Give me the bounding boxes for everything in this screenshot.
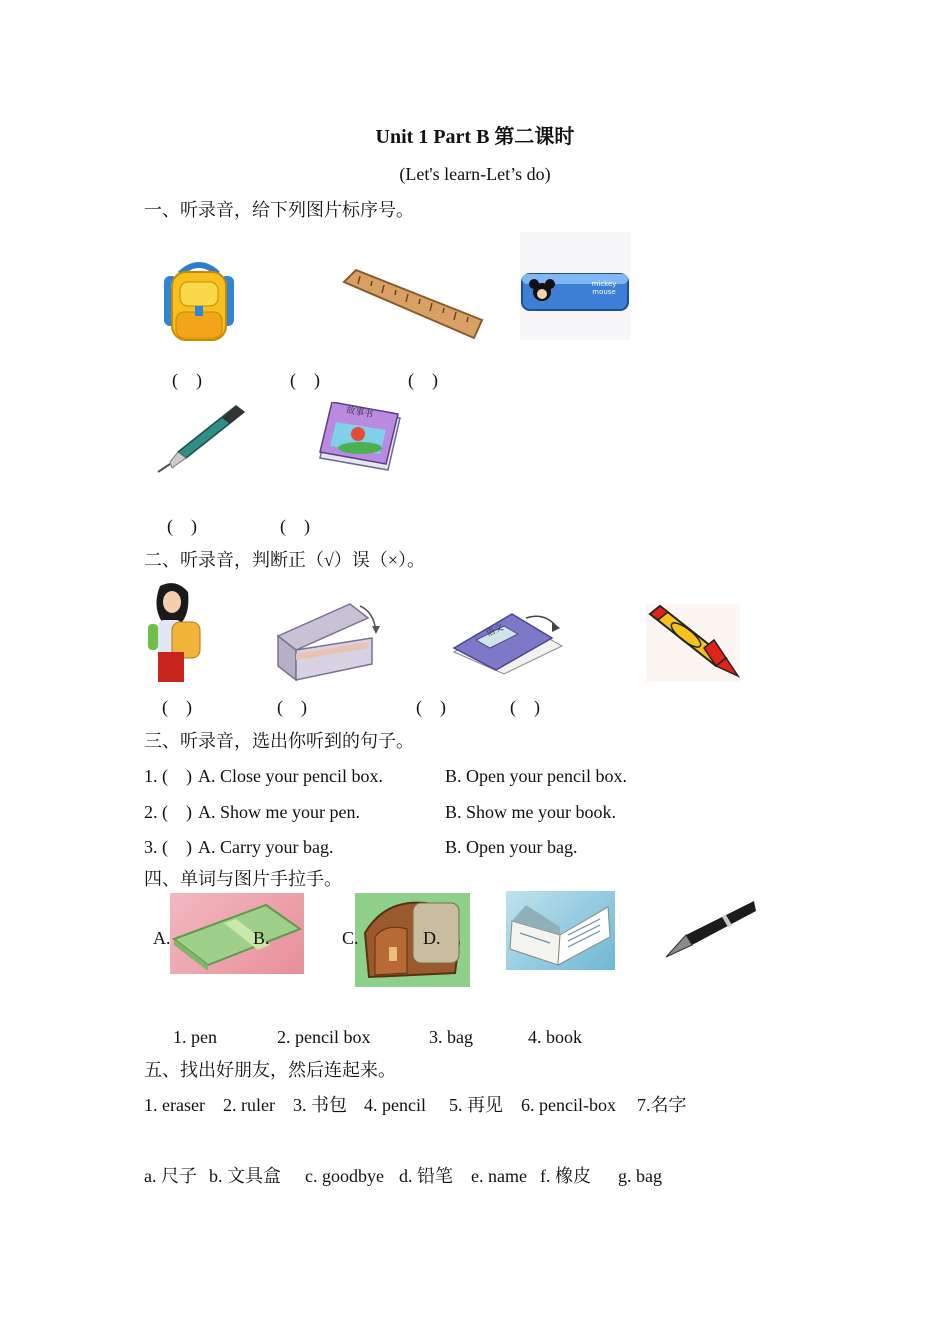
word-item: c. goodbye — [305, 1166, 384, 1186]
word-item: g. bag — [618, 1166, 662, 1186]
word-item: e. name — [471, 1166, 527, 1186]
storybook-icon — [316, 402, 402, 476]
section4-heading: 四、单词与图片手拉手。 — [144, 869, 342, 889]
word-item: 4. pencil — [364, 1095, 426, 1115]
question-number[interactable]: 3. ( ) — [144, 837, 192, 857]
question-number[interactable]: 2. ( ) — [144, 802, 192, 822]
word-item: 3. 书包 — [293, 1095, 347, 1115]
pencil-box-brand-text: mickey mouse — [591, 280, 617, 296]
word-item: b. 文具盒 — [209, 1166, 281, 1186]
answer-blank[interactable]: ( ) — [167, 516, 197, 536]
book-cover-text: 语文 — [484, 622, 506, 640]
match-letter: D. — [423, 928, 441, 948]
word-item: 5. 再见 — [449, 1095, 503, 1115]
section5-heading: 五、找出好朋友，然后连起来。 — [144, 1060, 396, 1080]
pencil-box-icon — [170, 893, 304, 974]
answer-blank[interactable]: ( ) — [510, 697, 540, 717]
match-letter: B. — [253, 928, 270, 948]
word-item: d. 铅笔 — [399, 1166, 453, 1186]
match-word: 1. pen — [173, 1027, 217, 1047]
storybook-cover-text: 故事书 — [345, 405, 374, 421]
match-word: 2. pencil box — [277, 1027, 371, 1047]
section2-heading: 二、听录音，判断正（√）误（×）。 — [144, 550, 426, 570]
answer-blank[interactable]: ( ) — [416, 697, 446, 717]
section3-heading: 三、听录音，选出你听到的句子。 — [144, 731, 414, 751]
option-b: B. Open your bag. — [445, 837, 578, 857]
option-a: A. Close your pencil box. — [198, 766, 383, 786]
pencil-box-icon — [520, 232, 630, 340]
option-a: A. Carry your bag. — [198, 837, 334, 857]
open-pencil-box-icon — [276, 598, 380, 682]
fountain-pen-icon — [152, 402, 252, 476]
match-letter: A. — [153, 928, 171, 948]
answer-blank[interactable]: ( ) — [277, 697, 307, 717]
match-letter: C. — [342, 928, 359, 948]
match-word: 4. book — [528, 1027, 582, 1047]
word-item: f. 橡皮 — [540, 1166, 591, 1186]
answer-blank[interactable]: ( ) — [280, 516, 310, 536]
option-b: B. Show me your book. — [445, 802, 616, 822]
word-item: 2. ruler — [223, 1095, 275, 1115]
option-a: A. Show me your pen. — [198, 802, 360, 822]
answer-blank[interactable]: ( ) — [162, 697, 192, 717]
girl-carrying-bag-icon — [142, 582, 204, 682]
answer-blank[interactable]: ( ) — [290, 370, 320, 390]
answer-blank[interactable]: ( ) — [172, 370, 202, 390]
question-number[interactable]: 1. ( ) — [144, 766, 192, 786]
bag-icon — [355, 893, 470, 987]
word-item: 1. eraser — [144, 1095, 205, 1115]
answer-blank[interactable]: ( ) — [408, 370, 438, 390]
open-book-icon — [506, 891, 615, 970]
option-b: B. Open your pencil box. — [445, 766, 627, 786]
word-item: a. 尺子 — [144, 1166, 197, 1186]
pen-icon — [662, 897, 757, 959]
page-title: Unit 1 Part B 第二课时 — [375, 126, 575, 148]
ruler-icon — [340, 268, 485, 342]
match-word: 3. bag — [429, 1027, 473, 1047]
open-book-icon — [452, 612, 564, 678]
page-subtitle: (Let's learn-Let’s do) — [399, 164, 551, 184]
crayon-icon — [646, 604, 740, 682]
word-item: 7.名字 — [637, 1095, 687, 1115]
backpack-icon — [160, 262, 238, 342]
word-item: 6. pencil-box — [521, 1095, 616, 1115]
section1-heading: 一、听录音，给下列图片标序号。 — [144, 200, 414, 220]
